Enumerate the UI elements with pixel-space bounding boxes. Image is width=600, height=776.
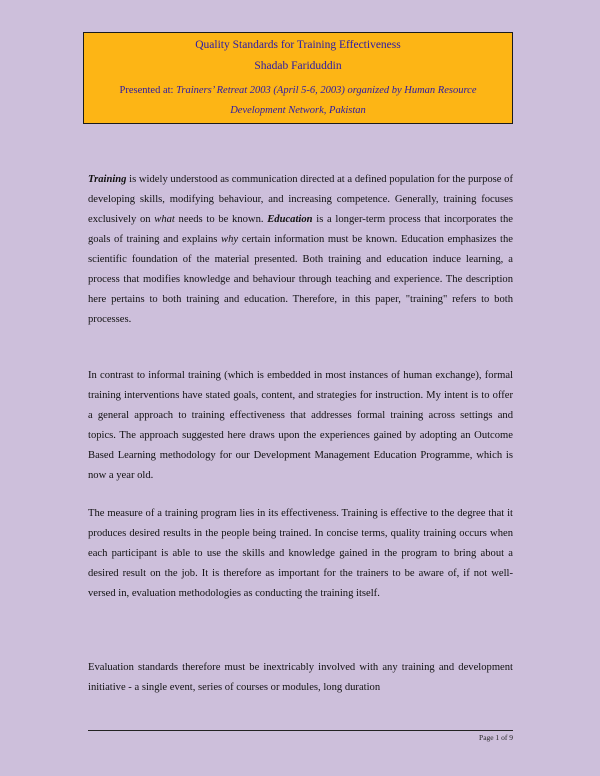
author-name: Shadab Fariduddin <box>254 60 342 72</box>
p1-text-1: is widely understood as communication directed at a defined population for the purpose of developing skills, modifying behaviour, and increasing competence. Generally, training focuses exclusively on <box>88 174 513 225</box>
paper-title: Quality Standards for Training Effectiveness <box>195 39 401 51</box>
paragraph-formal-training: In contrast to informal training (which is embedded in most instances of human exchange), formal training interventions have stated goals, content, and strategies for instruction. My intent is to offer a general approach to training effectiveness that addresses formal training across settings and topics. The approach suggested here draws upon the experiences gained by adopting an Outcome Based Learning methodology for our Development Management Education Programme, which is now a year old. <box>88 370 513 481</box>
term-education: Education <box>267 214 313 225</box>
paragraph-training-measure: The measure of a training program lies in its effectiveness. Training is effective to the degree that it produces desired results in the people being trained. In concise terms, quality training occurs when each participant is able to use the skills and knowledge gained in the program to bring about a desired result on the job. It is therefore as important for the trainers to be aware of, if not well-versed in, evaluation methodologies as conducting the training itself. <box>88 508 513 599</box>
paragraph-evaluation-standards: Evaluation standards therefore must be inextricably involved with any training and development initiative - a single event, series of courses or modules, long duration <box>88 662 513 693</box>
presented-event: Trainers’ Retreat 2003 (April 5-6, 2003) organized by Human Resource <box>176 85 477 96</box>
emphasis-what: what <box>154 214 175 225</box>
page-number: Page 1 of 9 <box>479 733 513 742</box>
p1-text-3: is a longer-term process that incorporates the goals of training and explains <box>88 214 513 245</box>
presented-prefix: Presented at: <box>119 85 177 96</box>
term-training: Training <box>88 174 127 185</box>
presented-at-line <box>84 83 512 98</box>
presented-organizer-text: Development Network, Pakistan <box>230 105 366 116</box>
emphasis-why: why <box>221 234 239 245</box>
p1-text-4: certain information must be known. Education emphasizes the scientific foundation of the material presented. Both training and education induce learning, a process that modifies knowledge and behaviour through teaching and experience. The description here pertains to both training and education. Therefore, in this paper, "training" refers to both processes. <box>88 234 513 325</box>
presented-organizer <box>84 103 512 118</box>
title-box <box>83 32 513 124</box>
footer-divider <box>88 730 513 731</box>
p1-text-2: needs to be known. <box>174 214 268 225</box>
paragraph-training-definition <box>88 170 513 330</box>
